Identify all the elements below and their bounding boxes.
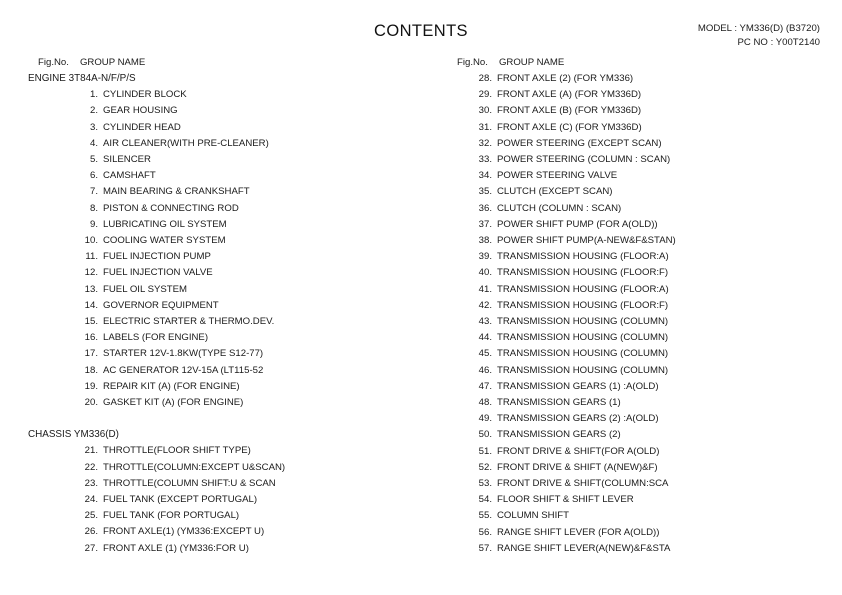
- entry-number: 43.: [478, 316, 492, 328]
- contents-entry[interactable]: [452, 201, 842, 217]
- entry-label: FUEL OIL SYSTEM: [103, 283, 188, 295]
- entry-number: 30.: [478, 105, 492, 117]
- entry-label: THROTTLE(COLUMN:EXCEPT U&SCAN): [103, 461, 286, 473]
- contents-entry[interactable]: [452, 184, 842, 200]
- contents-entry[interactable]: [452, 217, 842, 233]
- entry-number: 28.: [478, 73, 492, 84]
- entry-label: CLUTCH (COLUMN : SCAN): [497, 202, 622, 214]
- contents-entry[interactable]: [452, 152, 842, 168]
- entry-label: PISTON & CONNECTING ROD: [103, 202, 239, 214]
- entry-label: LUBRICATING OIL SYSTEM: [103, 218, 227, 230]
- entry-number: 31.: [478, 121, 492, 133]
- entry-label: TRANSMISSION HOUSING (COLUMN): [497, 364, 669, 376]
- entry-label: RANGE SHIFT LEVER (FOR A(OLD)): [497, 526, 660, 538]
- entry-number: 38.: [478, 235, 492, 247]
- contents-entry[interactable]: [452, 265, 842, 281]
- contents-entry[interactable]: [452, 525, 842, 541]
- entry-number: 53.: [478, 478, 492, 490]
- contents-entry[interactable]: [452, 476, 842, 492]
- entry-label: FRONT AXLE (2) (FOR YM336): [497, 73, 634, 84]
- entry-number: 2.: [89, 105, 98, 117]
- entry-number: 40.: [478, 267, 492, 279]
- entry-number: 18.: [84, 364, 98, 376]
- contents-entry[interactable]: [24, 460, 424, 476]
- entry-number: 35.: [478, 186, 492, 198]
- contents-entry[interactable]: [452, 444, 842, 460]
- entry-number: 57.: [478, 542, 492, 554]
- section-spacer: [24, 411, 424, 427]
- entry-label: TRANSMISSION HOUSING (FLOOR:F): [497, 299, 669, 311]
- entry-number: 14.: [84, 299, 98, 311]
- entry-number: 24.: [84, 494, 98, 506]
- entry-label: FRONT AXLE (C) (FOR YM336D): [497, 121, 642, 133]
- entry-label: TRANSMISSION GEARS (1): [497, 397, 621, 409]
- entry-label: COOLING WATER SYSTEM: [103, 235, 226, 247]
- entry-label: POWER STEERING (COLUMN : SCAN): [497, 154, 671, 166]
- entry-label: SILENCER: [103, 154, 151, 166]
- entry-label: CAMSHAFT: [103, 170, 156, 182]
- entry-number: 9.: [89, 218, 98, 230]
- entry-label: TRANSMISSION GEARS (1) :A(OLD): [497, 380, 659, 392]
- entry-number: 34.: [478, 170, 492, 182]
- entry-number: 39.: [478, 251, 492, 263]
- contents-entry[interactable]: [24, 363, 424, 379]
- entry-number: 10.: [84, 235, 98, 247]
- entry-number: 11.: [85, 251, 98, 263]
- entry-number: 26.: [84, 526, 98, 538]
- column-header-right: [452, 55, 842, 71]
- contents-entry[interactable]: [24, 233, 424, 249]
- entry-label: STARTER 12V-1.8KW(TYPE S12-77): [103, 348, 264, 360]
- entry-number: 22.: [84, 461, 98, 473]
- contents-entry[interactable]: [24, 201, 424, 217]
- contents-entry[interactable]: [452, 103, 842, 119]
- pc-no-line: PC NO : Y00T2140: [737, 36, 820, 48]
- contents-entry[interactable]: [24, 443, 424, 459]
- contents-entry[interactable]: [452, 492, 842, 508]
- contents-entry[interactable]: [452, 427, 842, 443]
- entry-number: 17.: [84, 348, 98, 360]
- contents-entry[interactable]: [452, 363, 842, 379]
- contents-entry[interactable]: [452, 314, 842, 330]
- page-title: CONTENTS: [374, 22, 468, 40]
- entry-number: 46.: [478, 364, 492, 376]
- entry-number: 15.: [84, 316, 98, 328]
- entry-number: 7.: [89, 186, 98, 198]
- contents-entry[interactable]: [24, 298, 424, 314]
- entry-number: 33.: [478, 154, 492, 166]
- entry-label: THROTTLE(COLUMN SHIFT:U & SCAN: [103, 477, 276, 489]
- entry-label: GOVERNOR EQUIPMENT: [103, 299, 219, 311]
- contents-entry[interactable]: [24, 282, 424, 298]
- contents-entry[interactable]: [452, 411, 842, 427]
- entry-label: COLUMN SHIFT: [497, 510, 569, 522]
- contents-entry[interactable]: [452, 379, 842, 395]
- contents-entry[interactable]: [452, 233, 842, 249]
- contents-entry[interactable]: [24, 136, 424, 152]
- contents-entry[interactable]: [24, 314, 424, 330]
- contents-entry[interactable]: [452, 508, 842, 524]
- section-title: ENGINE 3T84A-N/F/P/S: [28, 73, 136, 84]
- entry-number: 13.: [84, 283, 98, 295]
- entry-number: 42.: [478, 299, 492, 311]
- column-header-left: [24, 55, 424, 71]
- entry-number: 1.: [89, 89, 98, 101]
- contents-entry[interactable]: [24, 87, 424, 103]
- contents-entry[interactable]: [452, 136, 842, 152]
- entry-label: LABELS (FOR ENGINE): [103, 332, 209, 344]
- contents-entry[interactable]: [452, 120, 842, 136]
- entry-label: ELECTRIC STARTER & THERMO.DEV.: [103, 316, 275, 328]
- contents-entry[interactable]: [452, 87, 842, 103]
- contents-entry[interactable]: [24, 395, 424, 411]
- entry-label: FUEL TANK (EXCEPT PORTUGAL): [103, 494, 258, 506]
- entry-label: REPAIR KIT (A) (FOR ENGINE): [103, 380, 240, 392]
- entry-label: FRONT AXLE(1) (YM336:EXCEPT U): [103, 526, 265, 538]
- entry-label: TRANSMISSION HOUSING (FLOOR:F): [497, 267, 669, 279]
- contents-entry[interactable]: [24, 217, 424, 233]
- entry-number: 3.: [89, 121, 98, 133]
- contents-entry[interactable]: [24, 476, 424, 492]
- entry-label: GASKET KIT (A) (FOR ENGINE): [103, 397, 244, 409]
- entry-number: 50.: [478, 429, 492, 441]
- entry-label: TRANSMISSION GEARS (2): [497, 429, 621, 441]
- entry-label: POWER SHIFT PUMP(A-NEW&F&STAN): [497, 235, 676, 247]
- entry-label: TRANSMISSION HOUSING (COLUMN): [497, 348, 669, 360]
- contents-entry[interactable]: [24, 508, 424, 524]
- entry-label: FRONT AXLE (1) (YM336:FOR U): [103, 542, 249, 554]
- entry-label: FUEL TANK (FOR PORTUGAL): [103, 510, 240, 522]
- contents-column-right: [452, 55, 842, 557]
- contents-entry[interactable]: [452, 282, 842, 298]
- entry-number: 5.: [89, 154, 98, 166]
- entry-label: FUEL INJECTION VALVE: [103, 267, 213, 279]
- entry-label: FRONT AXLE (A) (FOR YM336D): [497, 89, 642, 101]
- contents-entry[interactable]: [452, 71, 842, 87]
- contents-entry[interactable]: [24, 524, 424, 540]
- contents-column-left: [24, 55, 424, 557]
- entry-number: 49.: [478, 413, 492, 425]
- entry-number: 44.: [478, 332, 492, 344]
- contents-entry[interactable]: [452, 346, 842, 362]
- contents-entry[interactable]: [452, 395, 842, 411]
- entry-label: TRANSMISSION HOUSING (FLOOR:A): [497, 251, 669, 263]
- entry-label: AC GENERATOR 12V-15A (LT115-52: [103, 364, 264, 376]
- contents-entry[interactable]: [24, 120, 424, 136]
- entry-number: 29.: [478, 89, 492, 101]
- contents-entry[interactable]: [24, 541, 424, 557]
- column-header-group-name: GROUP NAME: [498, 57, 565, 68]
- entry-number: 8.: [89, 202, 98, 214]
- entry-number: 47.: [478, 380, 492, 392]
- entry-label: MAIN BEARING & CRANKSHAFT: [103, 186, 250, 198]
- entry-label: GEAR HOUSING: [103, 105, 178, 117]
- entry-number: 6.: [89, 170, 98, 182]
- contents-entry[interactable]: [24, 346, 424, 362]
- column-header-fig-no: Fig.No.: [38, 57, 69, 68]
- entry-number: 12.: [84, 267, 98, 279]
- entry-number: 25.: [84, 510, 98, 522]
- entry-number: 32.: [478, 137, 492, 149]
- entry-label: FUEL INJECTION PUMP: [103, 251, 211, 263]
- contents-entry[interactable]: [24, 265, 424, 281]
- document-meta: [698, 22, 820, 49]
- entry-number: 45.: [478, 348, 492, 360]
- entry-number: 56.: [478, 526, 492, 538]
- entry-label: TRANSMISSION HOUSING (COLUMN): [497, 332, 669, 344]
- entry-label: FRONT DRIVE & SHIFT(FOR A(OLD): [497, 445, 660, 457]
- entry-number: 51.: [478, 445, 492, 457]
- entry-number: 21.: [84, 445, 98, 457]
- entry-number: 20.: [84, 397, 98, 409]
- column-header-group-name: GROUP NAME: [79, 57, 146, 68]
- contents-entry[interactable]: [452, 298, 842, 314]
- entry-number: 4.: [89, 137, 98, 149]
- entry-number: 55.: [478, 510, 492, 522]
- contents-entry[interactable]: [24, 184, 424, 200]
- entry-number: 54.: [478, 494, 492, 506]
- entry-label: THROTTLE(FLOOR SHIFT TYPE): [103, 445, 251, 457]
- entry-label: POWER SHIFT PUMP (FOR A(OLD)): [497, 218, 658, 230]
- entry-label: TRANSMISSION HOUSING (FLOOR:A): [497, 283, 669, 295]
- entry-label: TRANSMISSION GEARS (2) :A(OLD): [497, 413, 659, 425]
- contents-entry[interactable]: [452, 168, 842, 184]
- contents-entry[interactable]: [24, 492, 424, 508]
- contents-entry[interactable]: [452, 541, 842, 557]
- model-line: MODEL : YM336(D) (B3720): [697, 23, 820, 34]
- contents-entry[interactable]: [452, 249, 842, 265]
- entry-number: 41.: [478, 283, 492, 295]
- entry-label: TRANSMISSION HOUSING (COLUMN): [497, 316, 669, 328]
- entry-label: CLUTCH (EXCEPT SCAN): [497, 186, 613, 198]
- entry-number: 23.: [84, 477, 98, 489]
- entry-label: RANGE SHIFT LEVER(A(NEW)&F&STA: [497, 542, 671, 554]
- entry-number: 48.: [478, 397, 492, 409]
- entry-label: FLOOR SHIFT & SHIFT LEVER: [497, 494, 634, 506]
- column-header-fig-no: Fig.No.: [457, 57, 488, 68]
- entry-number: 19.: [84, 380, 98, 392]
- contents-entry[interactable]: [24, 249, 424, 265]
- entry-label: POWER STEERING (EXCEPT SCAN): [497, 137, 662, 149]
- entry-label: FRONT DRIVE & SHIFT(COLUMN:SCA: [497, 478, 669, 490]
- entry-number: 37.: [478, 218, 492, 230]
- entry-label: CYLINDER BLOCK: [103, 89, 187, 101]
- contents-entry[interactable]: [452, 330, 842, 346]
- contents-entry[interactable]: [24, 330, 424, 346]
- contents-entry[interactable]: [24, 152, 424, 168]
- contents-entry[interactable]: [24, 103, 424, 119]
- entry-label: CYLINDER HEAD: [103, 121, 181, 133]
- section-title: CHASSIS YM336(D): [28, 429, 119, 441]
- entry-number: 36.: [478, 202, 492, 214]
- entry-label: POWER STEERING VALVE: [497, 170, 618, 182]
- entry-number: 52.: [478, 461, 492, 473]
- entry-number: 27.: [84, 542, 98, 554]
- contents-entry[interactable]: [24, 168, 424, 184]
- contents-entry[interactable]: [24, 379, 424, 395]
- entry-label: FRONT AXLE (B) (FOR YM336D): [497, 105, 642, 117]
- entry-label: AIR CLEANER(WITH PRE-CLEANER): [103, 137, 269, 149]
- contents-entry[interactable]: [452, 460, 842, 476]
- entry-label: FRONT DRIVE & SHIFT (A(NEW)&F): [497, 461, 658, 473]
- entry-number: 16.: [84, 332, 98, 344]
